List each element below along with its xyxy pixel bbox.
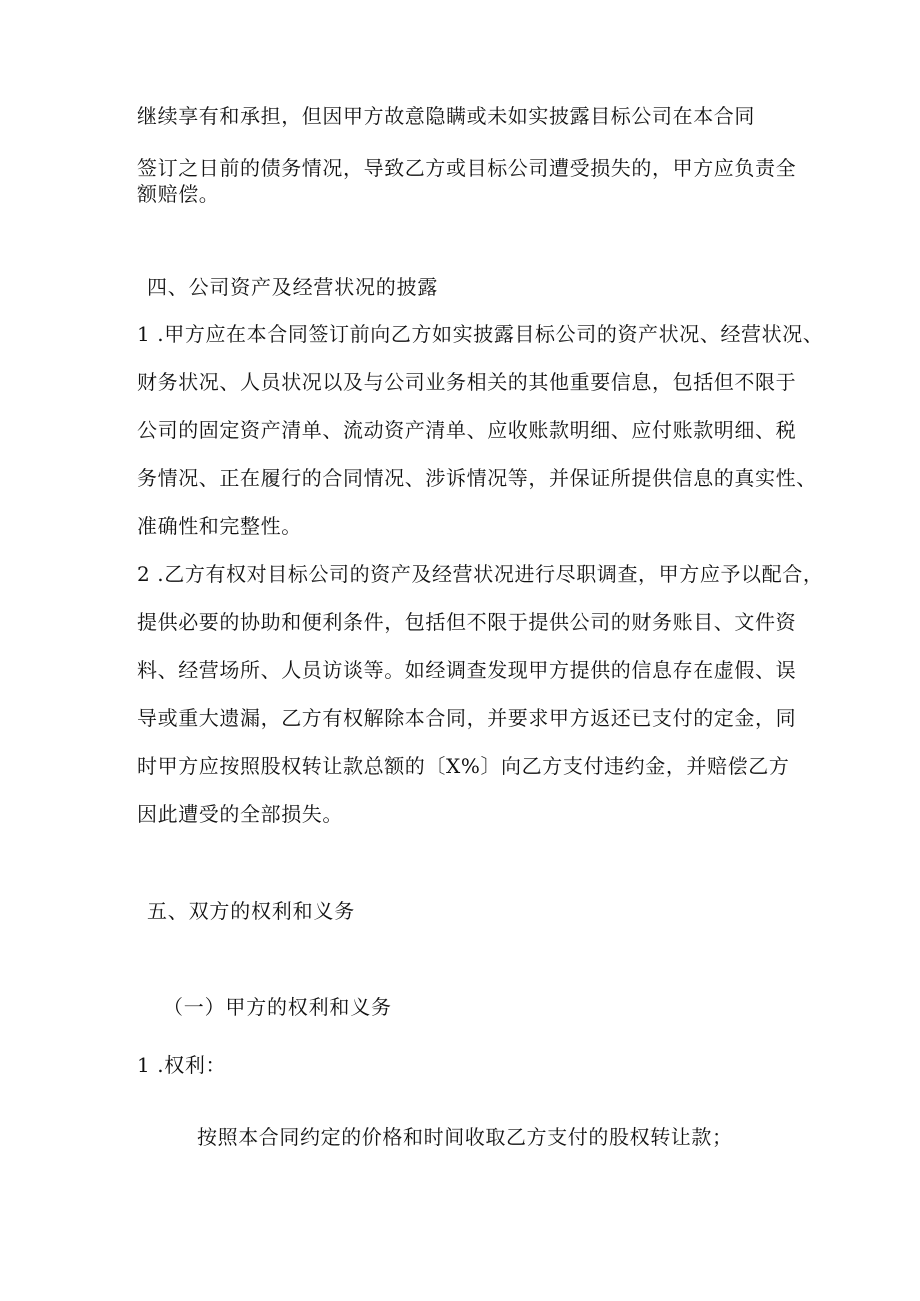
text-line: 2 .乙方有权对目标公司的资产及经营状况进行尽职调查，甲方应予以配合， bbox=[137, 562, 824, 586]
text-line: 因此遭受的全部损失。 bbox=[137, 802, 343, 826]
text-line: 料、经营场所、人员访谈等。如经调查发现甲方提供的信息存在虚假、误 bbox=[137, 658, 797, 682]
text-line: 继续享有和承担，但因甲方故意隐瞒或未如实披露目标公司在本合同 bbox=[137, 104, 755, 128]
text-line: 财务状况、人员状况以及与公司业务相关的其他重要信息，包括但不限于 bbox=[137, 370, 797, 394]
text-line: 1 .甲方应在本合同签订前向乙方如实披露目标公司的资产状况、经营状况、 bbox=[137, 322, 824, 346]
text-line: 签订之日前的债务情况，导致乙方或目标公司遭受损失的，甲方应负责全 bbox=[137, 156, 797, 180]
subsection-heading: （一）甲方的权利和义务 bbox=[163, 995, 392, 1019]
text-line: 提供必要的协助和便利条件，包括但不限于提供公司的财务账目、文件资 bbox=[137, 610, 797, 634]
text-line: 导或重大遗漏，乙方有权解除本合同，并要求甲方返还已支付的定金，同 bbox=[137, 706, 797, 730]
text-line: 按照本合同约定的价格和时间收取乙方支付的股权转让款； bbox=[197, 1125, 733, 1149]
text-line: 公司的固定资产清单、流动资产清单、应收账款明细、应付账款明细、税 bbox=[137, 418, 797, 442]
section-heading: 五、双方的权利和义务 bbox=[147, 899, 355, 923]
section-heading: 四、公司资产及经营状况的披露 bbox=[147, 275, 439, 299]
text-line: 务情况、正在履行的合同情况、涉诉情况等，并保证所提供信息的真实性、 bbox=[137, 466, 817, 490]
text-line: 额赔偿。 bbox=[137, 182, 220, 206]
text-line: 准确性和完整性。 bbox=[137, 514, 302, 538]
item-label: 1 .权利： bbox=[137, 1053, 227, 1077]
text-line: 时甲方应按照股权转让款总额的〔X%〕向乙方支付违约金，并赔偿乙方 bbox=[137, 754, 790, 778]
